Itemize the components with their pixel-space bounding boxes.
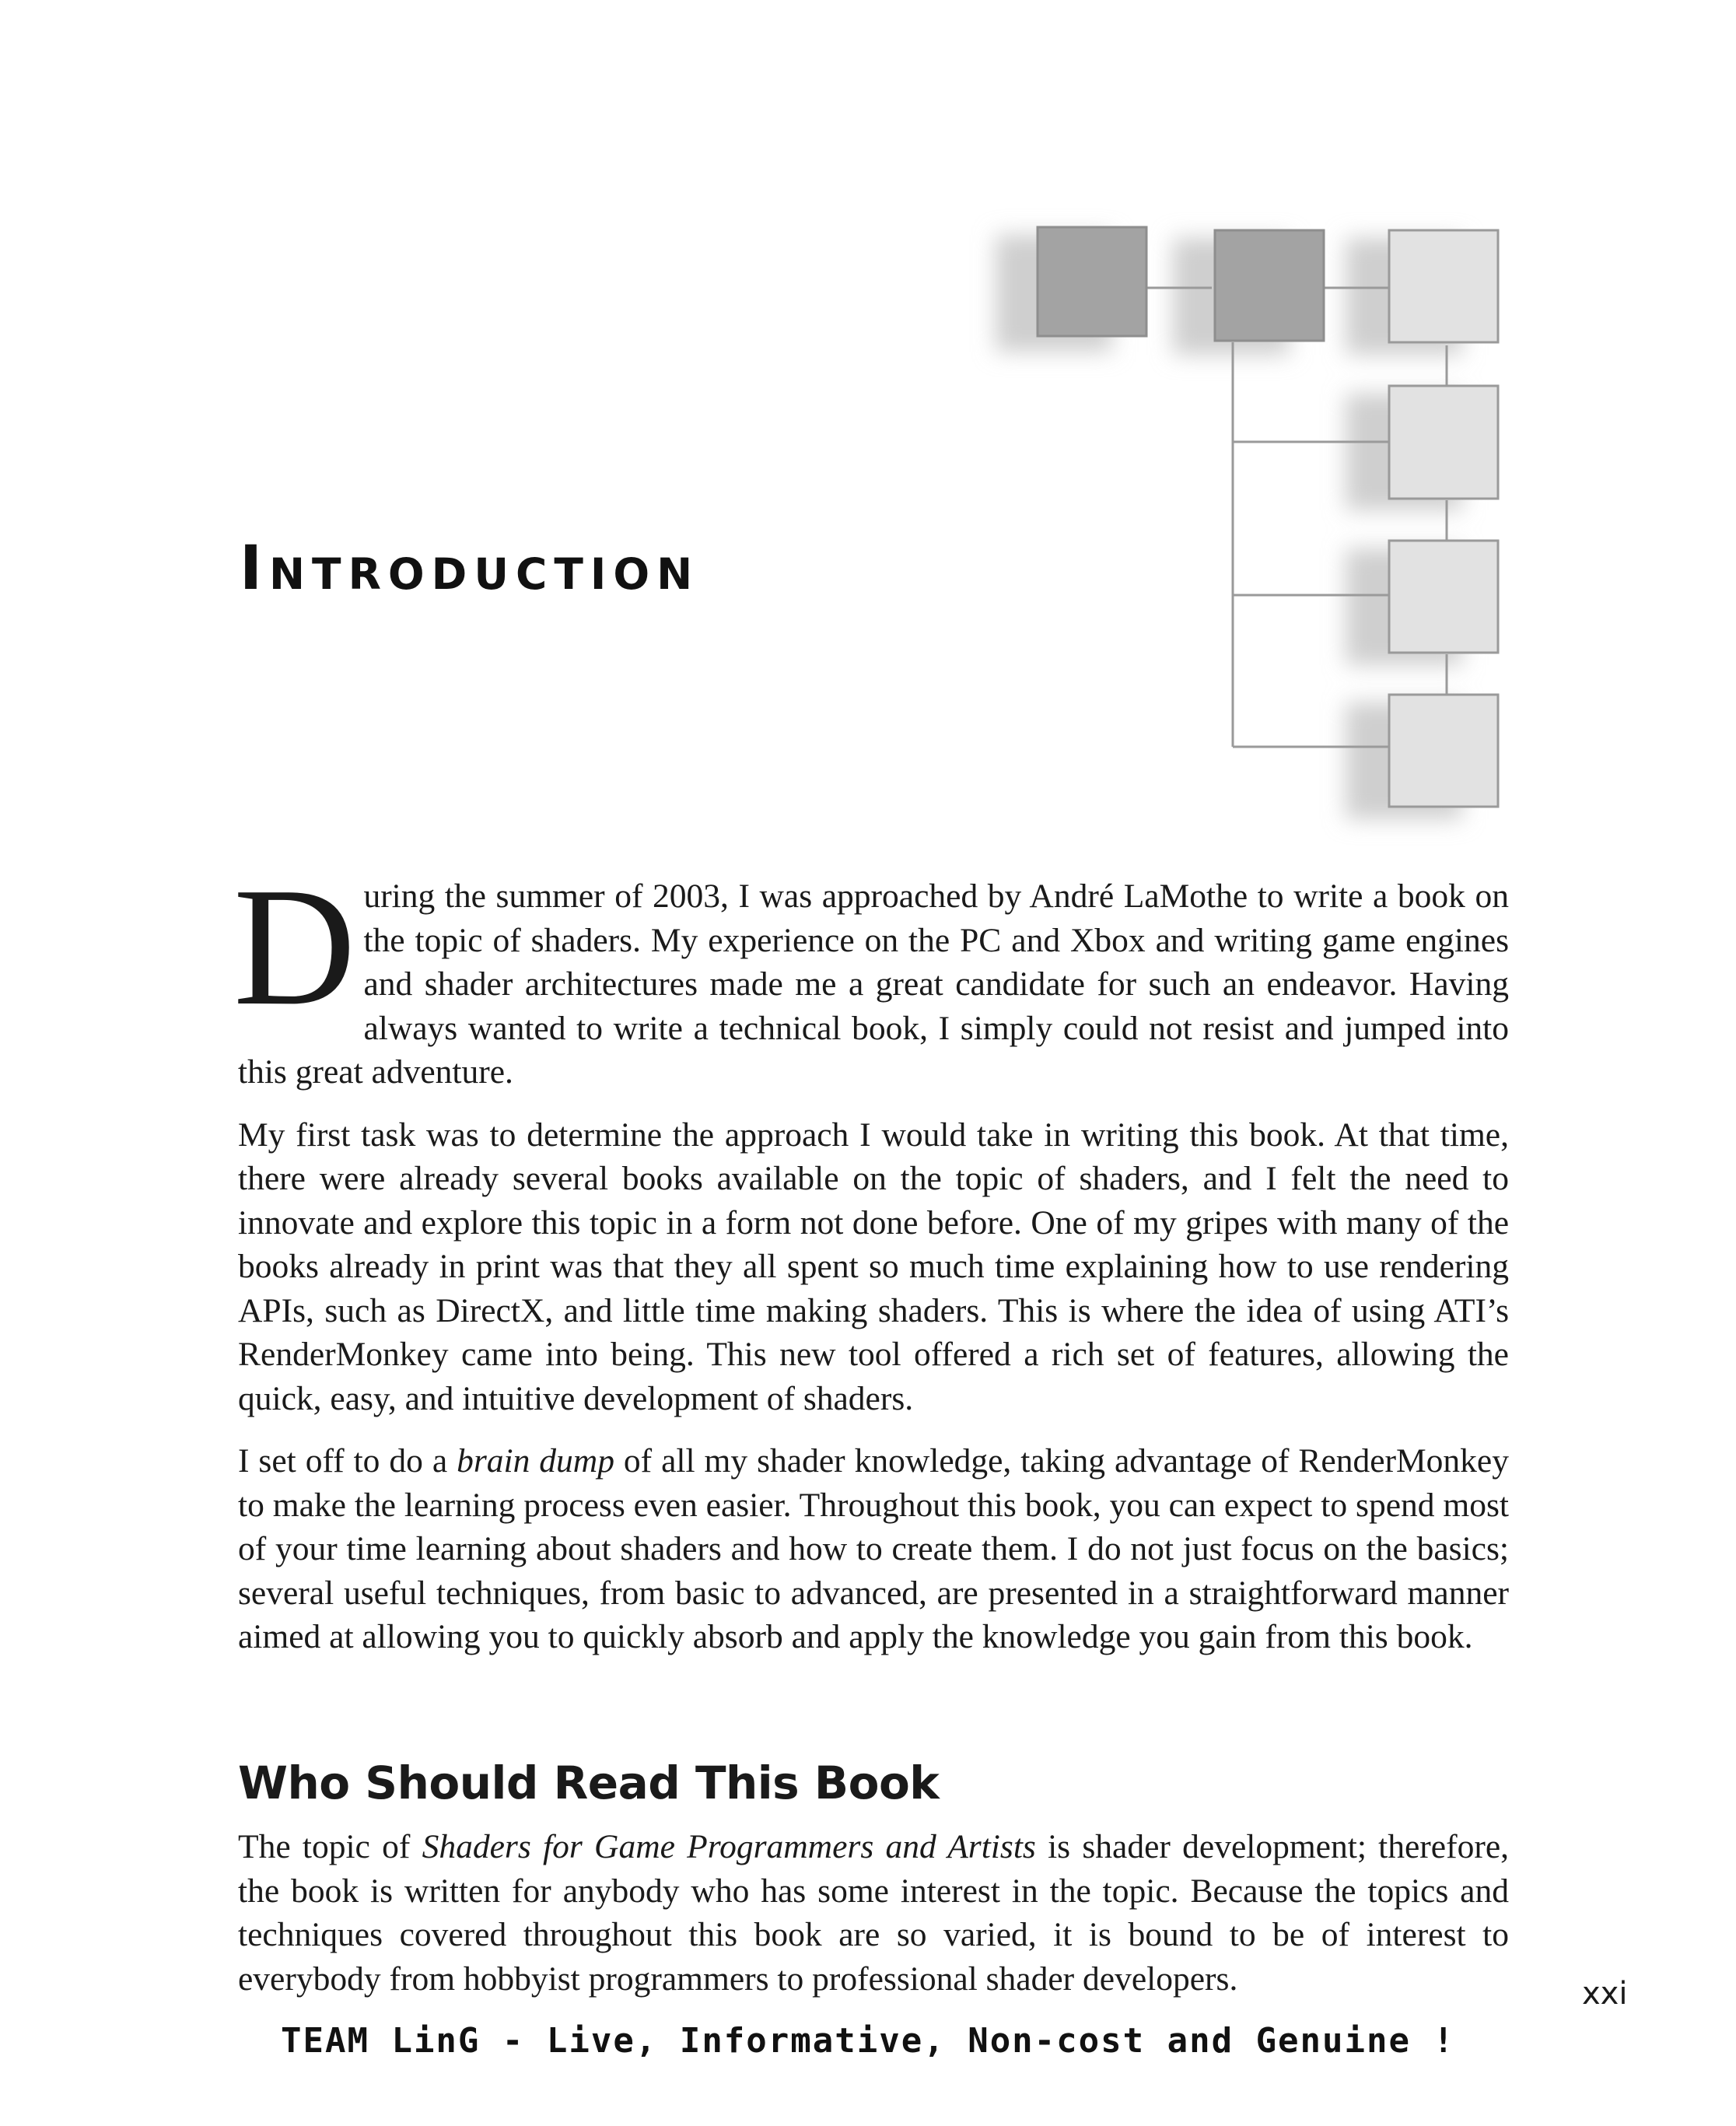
book-title-italic: Shaders for Game Programmers and Artists: [422, 1828, 1036, 1865]
intro-paragraph-1: [233, 853, 1509, 1095]
intro-paragraph-2: My first task was to determine the approach I would take in writing this book. At that time, there were already several books available on the topic of shaders, and I felt the need to innovate and explore this topic in a form not done before. One of my gripes with many of the books already in print was that they all spent so much time explaining how to use rendering APIs, such as DirectX, and little time making shaders. This is where the idea of using ATI’s RenderMonkey came into being. This new tool offered a rich set of features, allowing the quick, easy, and intuitive development of shaders.: [238, 1116, 1509, 1417]
who-section-text: [238, 1825, 1509, 2019]
who-paragraph-1-start: The topic of: [238, 1828, 422, 1865]
chapter-opener-diagram: [964, 202, 1524, 871]
drop-cap: D: [233, 853, 356, 1041]
intro-paragraph-3-start: I set off to do a: [238, 1442, 457, 1480]
diagram-box-dark-2: [1215, 230, 1324, 341]
who-paragraph-1-end: is shader development; therefore, the book is written for anybody who has some interest in the topic. Because the topics and techniques covered throughout this book are so varied, it is bound to be of interest to everybody from hobbyist programmers to professional shader developers.: [238, 1828, 1510, 1998]
section-heading-who-should-read: Who Should Read This Book: [238, 1756, 940, 1809]
diagram-box-light-1: [1389, 230, 1498, 342]
who-paragraph-1: [238, 1825, 1509, 2001]
page-number: xxi: [1582, 1976, 1628, 2012]
diagram-box-light-2: [1389, 386, 1498, 499]
intro-paragraph-3-end: of all my shader knowledge, taking advantage of RenderMonkey to make the learning process even easier. Throughout this book, you can expect to spend most of your time learning about shaders and how to create them. I do not just focus on the basics; several useful techniques, from basic to advanced, are presented in a straightforward manner aimed at allowing you to quickly absorb and apply the knowledge you gain from this book.: [238, 1442, 1509, 1655]
intro-paragraph-3: [238, 1439, 1509, 1659]
diagram-box-light-3: [1389, 541, 1498, 653]
diagram-connectors: [1076, 288, 1447, 747]
intro-text: [233, 853, 1509, 1678]
intro-paragraph-1-text: uring the summer of 2003, I was approached by André LaMothe to write a book on the topic of shaders. My experience on the PC and Xbox and writing game engines and shader architectures made me a great candidate for such an endeavor. Having always wanted to write a technical book, I simply could not resist and jumped into this great adventure.: [238, 877, 1509, 1091]
chapter-title: Introduction: [240, 534, 700, 604]
diagram-box-dark-1: [1038, 227, 1146, 336]
intro-paragraph-3-emphasis: brain dump: [457, 1442, 614, 1480]
footer-banner: TEAM LinG - Live, Informative, Non-cost and Genuine !: [281, 2021, 1455, 2061]
diagram-box-light-4: [1389, 695, 1498, 807]
